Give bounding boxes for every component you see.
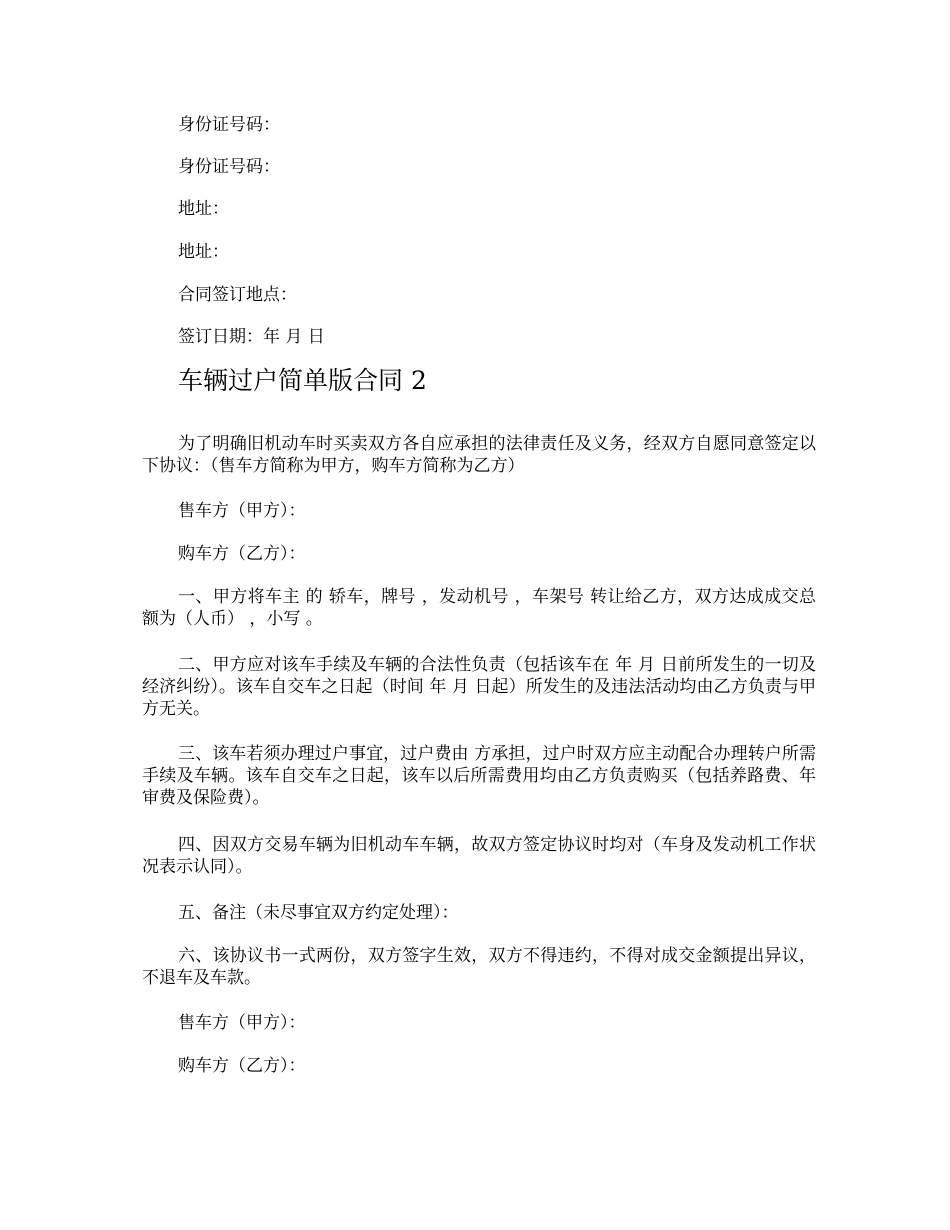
intro-paragraph: 为了明确旧机动车时买卖双方各自应承担的法律责任及义务，经双方自愿同意签定以下协议：（售车方简称为甲方，购车方简称为乙方） (142, 434, 816, 476)
sign-place-field: 合同签订地点： (178, 285, 297, 305)
clause-3: 三、该车若须办理过户事宜，过户费由 方承担，过户时双方应主动配合办理转户所需手续及车辆。该车自交车之日起，该车以后所需费用均由乙方负责购买（包括养路费、年审费及保险费）。 (142, 744, 816, 808)
clause-5: 五、备注（未尽事宜双方约定处理）： (178, 903, 459, 923)
clause-6: 六、该协议书一式两份，双方签字生效，双方不得违约，不得对成交金额提出异议，不退车及车款。 (142, 946, 816, 988)
clause-4: 四、因双方交易车辆为旧机动车车辆，故双方签定协议时均对（车身及发动机工作状况表示认同）。 (142, 835, 816, 877)
seller-label-top: 售车方（甲方）： (178, 501, 306, 521)
id-number-field-1: 身份证号码： (178, 115, 280, 135)
buyer-label-top: 购车方（乙方）： (178, 544, 306, 564)
seller-label-bottom: 售车方（甲方）： (178, 1013, 306, 1033)
address-field-1: 地址： (178, 199, 229, 219)
sign-date-field: 签订日期：年 月 日 (178, 327, 325, 347)
clause-1: 一、甲方将车主 的 轿车，牌号 ，发动机号 ，车架号 转让给乙方，双方达成成交总额为（人币） ，小写 。 (142, 587, 816, 629)
id-number-field-2: 身份证号码： (178, 157, 280, 177)
contract-title: 车辆过户简单版合同 2 (178, 366, 427, 395)
clause-2: 二、甲方应对该车手续及车辆的合法性负责（包括该车在 年 月 日前所发生的一切及经济纠纷）。该车自交车之日起（时间 年 月 日起）所发生的及违法活动均由乙方负责与甲方无关。 (142, 655, 816, 719)
address-field-2: 地址： (178, 242, 229, 262)
buyer-label-bottom: 购车方（乙方）： (178, 1056, 306, 1076)
